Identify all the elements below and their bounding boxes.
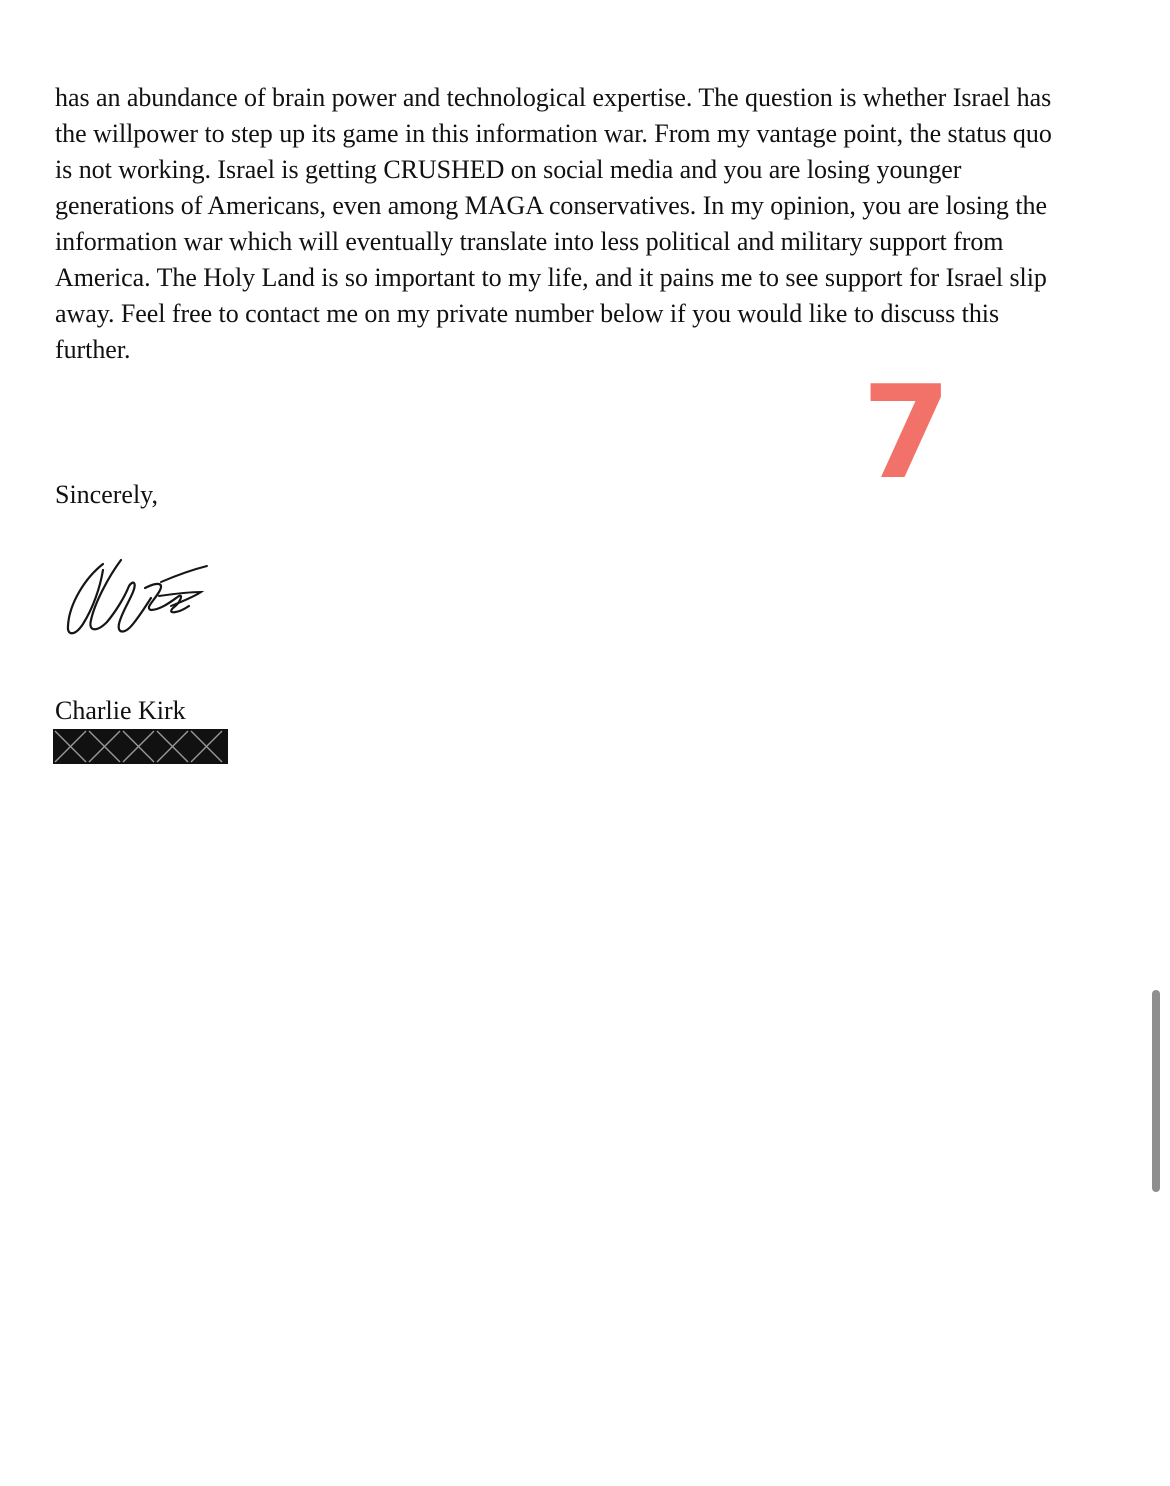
body-line: is not working. Israel is getting CRUSHED on social media and you are losing younger bbox=[55, 155, 962, 184]
redacted-phone-number bbox=[53, 729, 228, 764]
signer-name: Charlie Kirk bbox=[55, 696, 186, 725]
vertical-scrollbar[interactable] bbox=[1152, 990, 1160, 1192]
closing-salutation: Sincerely, bbox=[55, 480, 158, 509]
letter-body bbox=[55, 80, 1130, 368]
handwritten-page-number: 7 bbox=[862, 359, 952, 508]
body-line: the willpower to step up its game in this information war. From my vantage point, the status quo bbox=[55, 119, 1052, 148]
body-line: generations of Americans, even among MAGA conservatives. In my opinion, you are losing the bbox=[55, 191, 1047, 220]
body-line: further. bbox=[55, 335, 131, 364]
body-line: has an abundance of brain power and technological expertise. The question is whether Israel has bbox=[55, 83, 1052, 112]
signature-image bbox=[55, 552, 220, 644]
body-line: information war which will eventually translate into less political and military support from bbox=[55, 227, 1004, 256]
body-line: away. Feel free to contact me on my private number below if you would like to discuss this bbox=[55, 299, 1000, 328]
body-line: America. The Holy Land is so important to my life, and it pains me to see support for Israel slip bbox=[55, 263, 1047, 292]
